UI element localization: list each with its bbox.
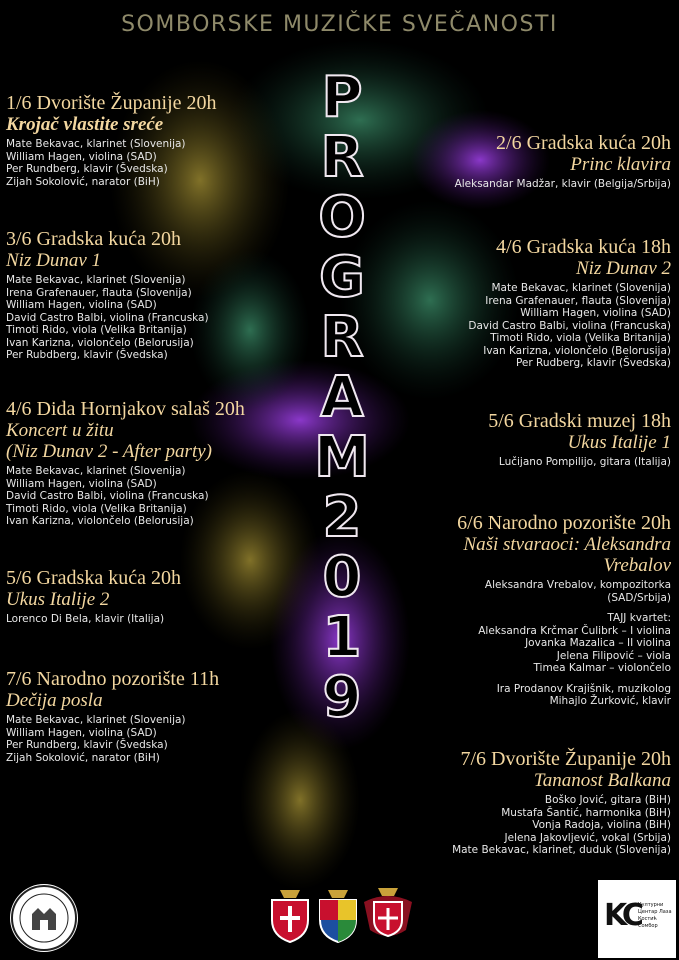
performer: Mate Bekavac, klarinet (Slovenija) xyxy=(6,465,186,477)
event-subtitle: Vrebalov xyxy=(603,555,671,576)
event-2-6 xyxy=(371,132,671,191)
event-7-6-dvoriste xyxy=(371,748,671,857)
performer: William Hagen, violina (SAD) xyxy=(6,477,157,490)
performer: Timea Kalmar – violončelo xyxy=(533,662,671,674)
performer: Mate Bekavac, klarinet (Slovenija) xyxy=(6,274,186,286)
performer: William Hagen, violina (SAD) xyxy=(6,299,157,311)
cultural-center-name: Културни Центар Лаза Костић Сомбор xyxy=(638,902,672,929)
performer: Ivan Karizna, violončelo (Belorusija) xyxy=(483,344,671,357)
performer: Mate Bekavac, klarinet (Slovenija) xyxy=(6,138,186,150)
program-letter: M xyxy=(314,425,370,490)
performer: Zijah Sokolović, narator (BiH) xyxy=(6,175,160,188)
performer: Ivan Karizna, violončelo (Belorusija) xyxy=(6,515,194,527)
performer: Vonja Radoja, violina (BiH) xyxy=(532,819,671,831)
event-title: Koncert u žitu xyxy=(6,420,114,441)
performer: Timoti Rido, viola (Velika Britanija) xyxy=(6,324,187,336)
program-letter: 1 xyxy=(322,605,362,670)
event-5-6-muzej xyxy=(371,410,671,469)
event-1-6 xyxy=(6,92,306,188)
performer: Lučijano Pompilijo, gitara (Italija) xyxy=(498,456,671,468)
performer: David Castro Balbi, violina (Francuska) xyxy=(6,311,209,324)
program-letter: R xyxy=(320,125,364,190)
performer: William Hagen, violina (SAD) xyxy=(520,307,671,319)
performer: Mate Bekavac, klarinet (Slovenija) xyxy=(491,282,671,294)
performer: Per Rundberg, klavir (Švedska) xyxy=(6,739,168,751)
program-letter: P xyxy=(321,65,363,130)
event-3-6 xyxy=(6,228,306,362)
performer: Per Rundberg, klavir (Švedska) xyxy=(6,163,168,175)
event-title: Tananost Balkana xyxy=(533,770,671,791)
event-heading: 7/6 Dvorište Županije 20h xyxy=(460,748,671,770)
program-letter: A xyxy=(320,365,364,430)
program-letter: R xyxy=(320,305,364,370)
program-letter: 0 xyxy=(322,545,362,610)
performer: William Hagen, violina (SAD) xyxy=(6,726,157,739)
performer: Ivan Karizna, violončelo (Belorusija) xyxy=(6,336,194,349)
event-heading: 5/6 Gradski muzej 18h xyxy=(488,410,671,432)
event-title: Dečija posla xyxy=(6,690,103,711)
program-letter: G xyxy=(319,245,365,310)
performer: Irena Grafenauer, flauta (Slovenija) xyxy=(485,294,671,307)
festival-title: SOMBORSKE MUZIČKE SVEČANOSTI xyxy=(121,12,558,37)
performer: Timoti Rido, viola (Velika Britanija) xyxy=(490,332,671,344)
performer: Mihajlo Žurković, klavir xyxy=(549,695,671,707)
event-6-6 xyxy=(351,512,671,708)
event-heading: 5/6 Gradska kuća 20h xyxy=(6,567,181,589)
performer: Zijah Sokolović, narator (BiH) xyxy=(6,751,160,764)
event-heading: 7/6 Narodno pozorište 11h xyxy=(6,668,220,690)
event-heading: 3/6 Gradska kuća 20h xyxy=(6,228,181,250)
event-heading: 2/6 Gradska kuća 20h xyxy=(496,132,671,154)
event-title: Ukus Italije 2 xyxy=(6,589,110,610)
event-heading: 4/6 Gradska kuća 18h xyxy=(496,236,671,258)
performer: Boško Jović, gitara (BiH) xyxy=(544,794,671,806)
performer: Mustafa Šantić, harmonika (BiH) xyxy=(501,806,671,819)
event-title: Ukus Italije 1 xyxy=(567,432,671,453)
event-heading: 4/6 Dida Hornjakov salaš 20h xyxy=(6,398,245,420)
vojvodina-coat-of-arms-icon xyxy=(314,886,362,944)
event-title: Princ klavira xyxy=(570,154,671,175)
performer: Jovanka Mazalica – II violina xyxy=(525,637,671,649)
performer: Aleksandra Krčmar Čulibrk – I violina xyxy=(478,624,671,637)
event-4-6-salas xyxy=(6,398,306,528)
event-title: Krojač vlastite sreće xyxy=(6,114,164,135)
performer: David Castro Balbi, violina (Francuska) xyxy=(468,319,671,332)
event-7-6-pozoriste xyxy=(6,668,306,764)
program-letter: O xyxy=(318,185,366,250)
program-letter: 2 xyxy=(322,485,362,550)
event-subtitle: (Niz Dunav 2 - After party) xyxy=(6,441,212,462)
performer: William Hagen, violina (SAD) xyxy=(6,150,157,163)
performer: Per Rudberg, klavir (Švedska) xyxy=(515,357,671,369)
performer: Aleksandra Vrebalov, kompozitorka xyxy=(484,579,671,591)
performer: (SAD/Srbija) xyxy=(607,591,671,604)
performer: Irena Grafenauer, flauta (Slovenija) xyxy=(6,286,192,299)
performer: Aleksandar Madžar, klavir (Belgija/Srbija) xyxy=(454,178,671,190)
event-heading: 6/6 Narodno pozorište 20h xyxy=(457,512,671,534)
serbia-coat-of-arms-icon xyxy=(266,886,314,944)
performer: Mate Bekavac, klarinet, duduk (Slovenija) xyxy=(452,844,671,856)
event-4-6-gradska xyxy=(371,236,671,370)
event-heading: 1/6 Dvorište Županije 20h xyxy=(6,92,217,114)
performer: Lorenco Di Bela, klavir (Italija) xyxy=(6,613,165,625)
event-title: Naši stvaraoci: Aleksandra xyxy=(463,534,671,555)
event-title: Niz Dunav 2 xyxy=(576,258,671,279)
performer: Jelena Filipović – viola xyxy=(556,649,671,662)
performer: Timoti Rido, viola (Velika Britanija) xyxy=(6,502,187,515)
performer: Jelena Jakovljević, vokal (Srbija) xyxy=(504,831,671,844)
performer: David Castro Balbi, violina (Francuska) xyxy=(6,490,209,502)
program-letter: 9 xyxy=(322,665,362,730)
performer: Mate Bekavac, klarinet (Slovenija) xyxy=(6,714,186,726)
sombor-coat-of-arms-icon xyxy=(360,886,416,944)
cultural-center-logo xyxy=(598,880,676,958)
ensemble-label: TAJJ kvartet: xyxy=(607,612,671,624)
city-seal-logo xyxy=(4,880,84,956)
performer: Ira Prodanov Krajišnik, muzikolog xyxy=(496,682,671,695)
event-title: Niz Dunav 1 xyxy=(6,250,101,271)
kc-logo-mark: KC xyxy=(604,898,640,933)
event-5-6-gradska xyxy=(6,567,306,626)
performer: Per Rubdberg, klavir (Švedska) xyxy=(6,349,168,361)
